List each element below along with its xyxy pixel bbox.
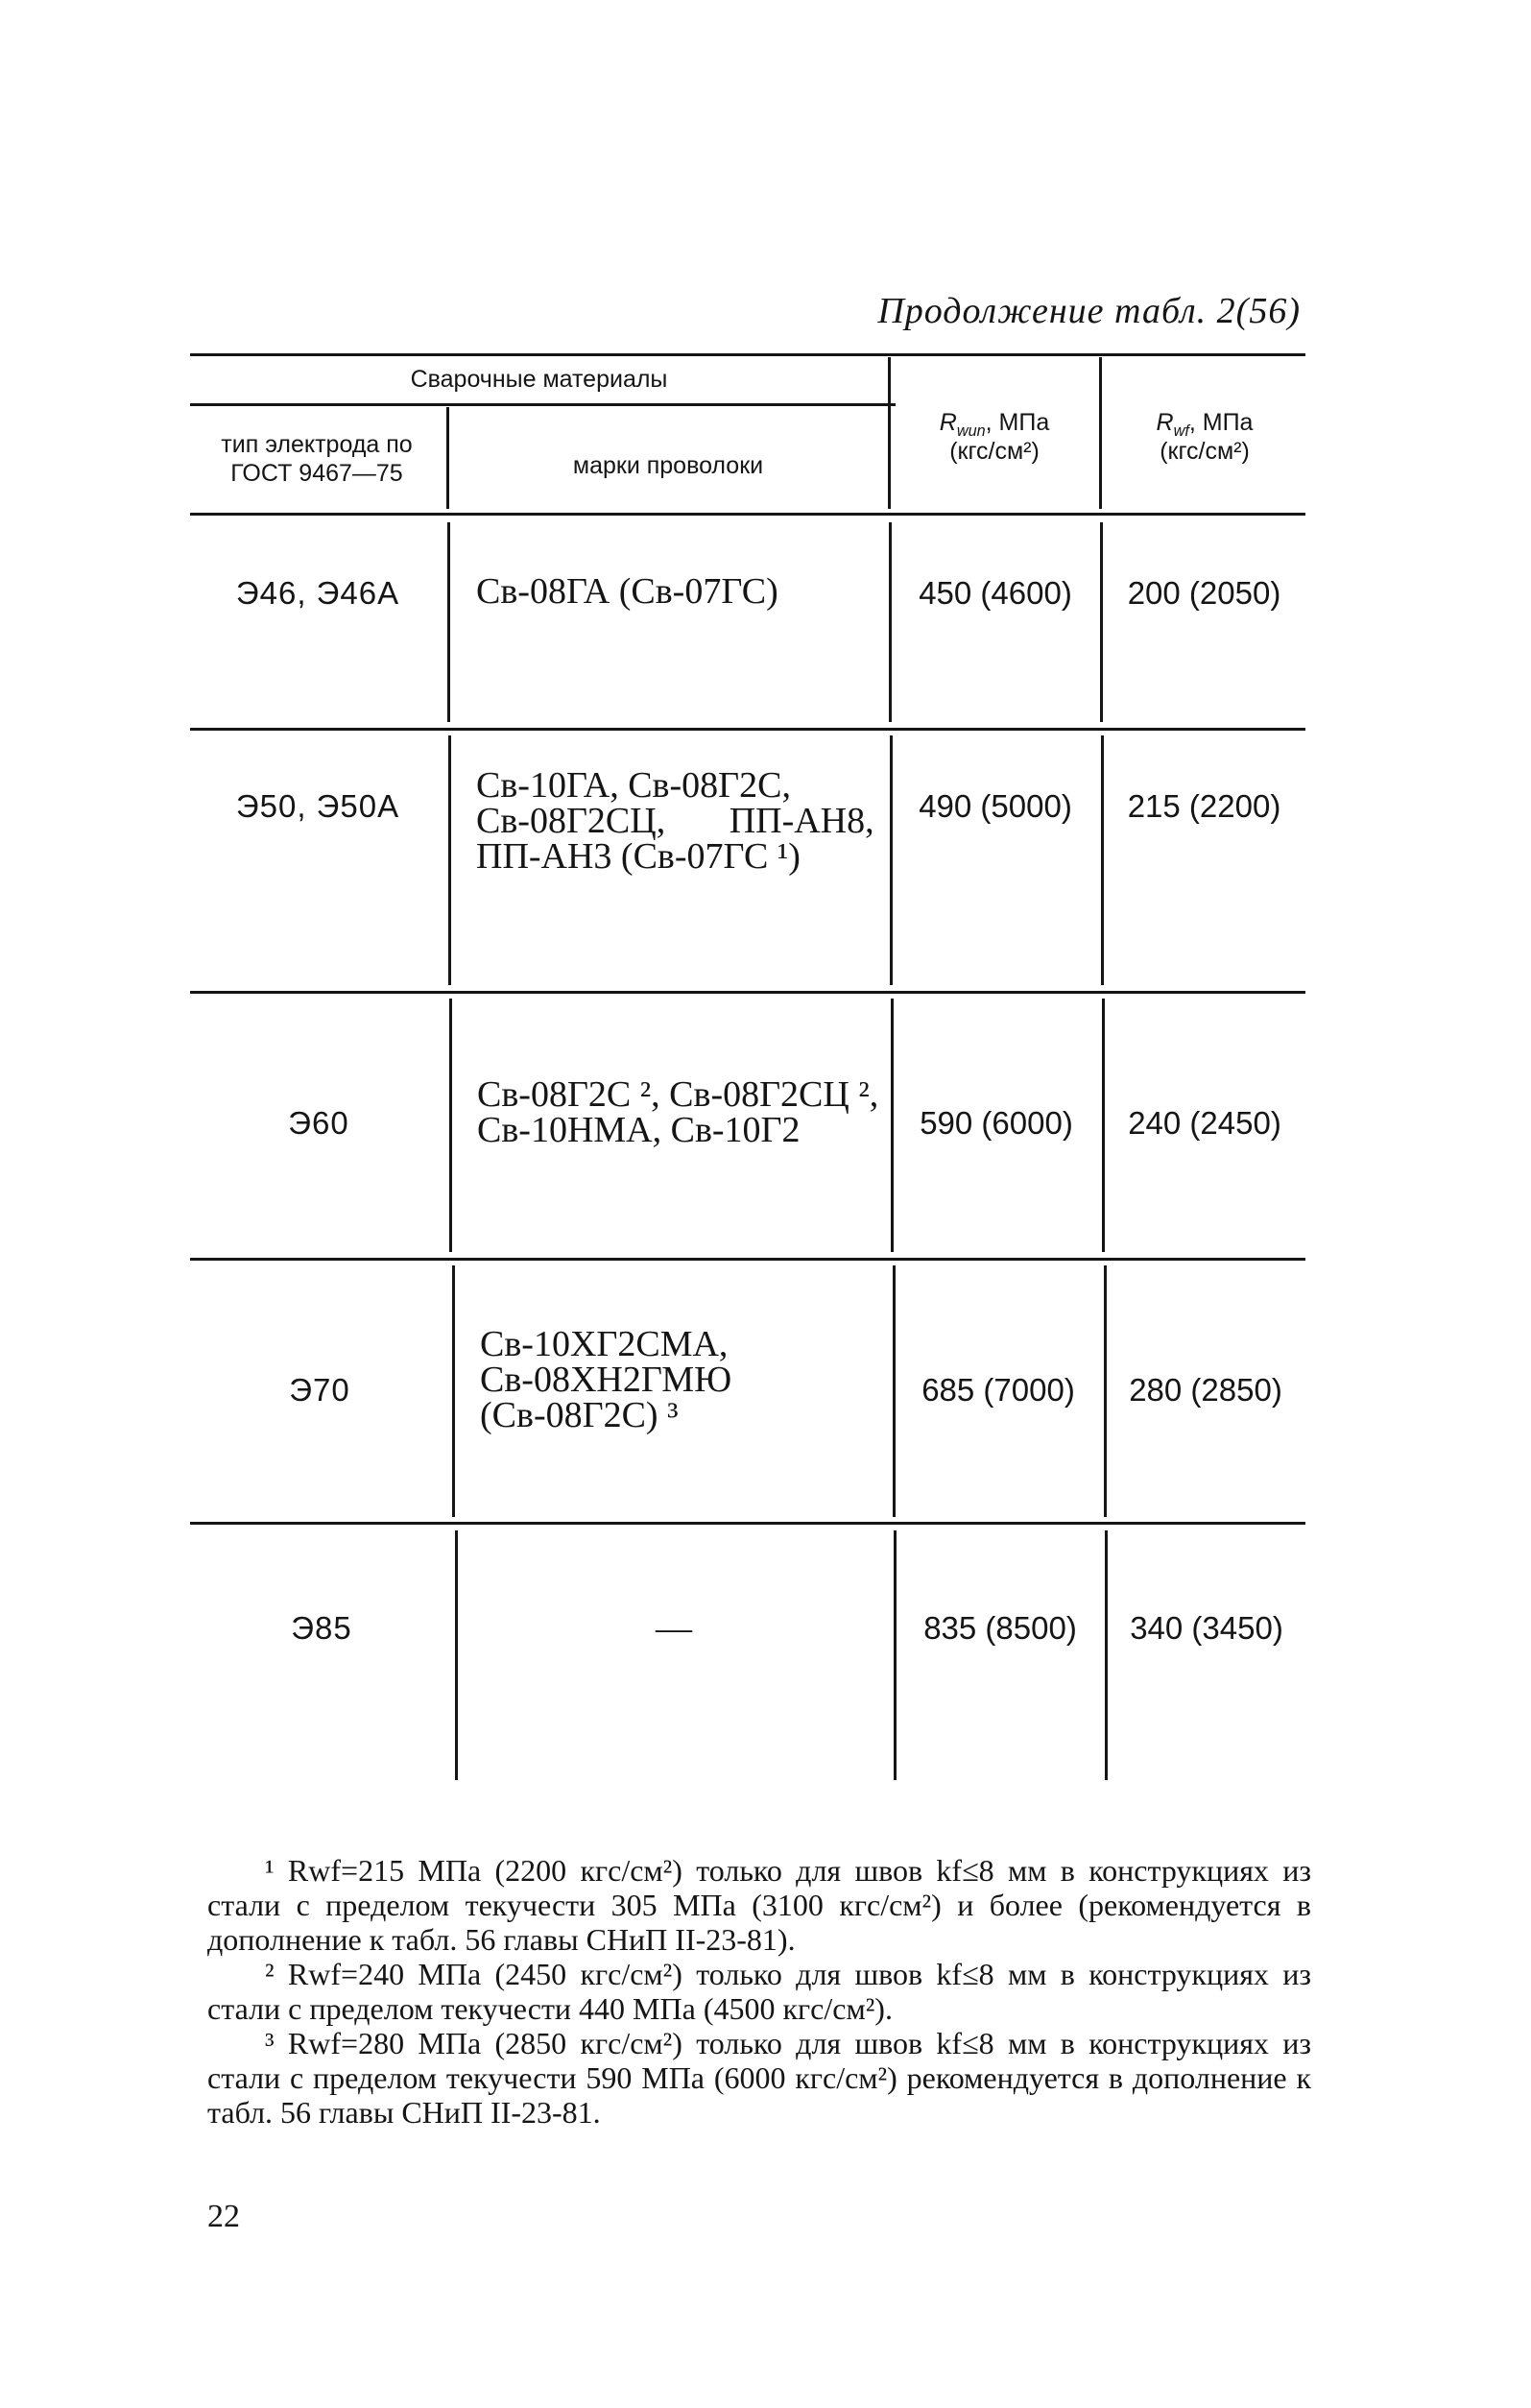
column-separator xyxy=(455,1530,458,1780)
header-rwf: $R_{wf}$, МПа (кгс/см²) xyxy=(1156,409,1254,465)
table-top-rule xyxy=(190,353,1305,356)
footnote: ¹ Rwf=215 МПа (2200 кгс/см²) только для швов kf≤8 мм в конструкциях из стали с пределом текучести 305 МПа (3100 кгс/см²) и более (рекомендуется в дополнение к табл. 56 главы СНиП II-23-81). xyxy=(207,1853,1311,1957)
footnote: ² Rwf=240 МПа (2450 кгс/см²) только для швов kf≤8 мм в конструкциях из стали с пределом текучести 440 МПа (4500 кгс/см²). xyxy=(207,1957,1311,2026)
column-separator xyxy=(1100,522,1103,722)
footnote: ³ Rwf=280 МПа (2850 кгс/см²) только для швов kf≤8 мм в конструкциях из стали с пределом текучести 590 МПа (6000 кгс/см²) рекомендуется в дополнение к табл. 56 главы СНиП II-23-81. xyxy=(207,2026,1311,2130)
table-row-rwun: 685 (7000) xyxy=(921,1372,1075,1408)
table-row-rwf: 280 (2850) xyxy=(1129,1372,1282,1408)
table-row-rwf: 240 (2450) xyxy=(1128,1105,1281,1141)
column-separator xyxy=(890,735,893,985)
header-bottom-rule xyxy=(190,513,1305,516)
table-footnotes xyxy=(207,1853,1311,2130)
column-separator xyxy=(894,1530,897,1780)
table-row-rwf: 200 (2050) xyxy=(1127,575,1281,611)
table-row-electrode: Э50, Э50А xyxy=(235,788,400,824)
table-row-electrode: Э60 xyxy=(288,1105,349,1141)
page-number: 22 xyxy=(207,2199,240,2234)
row-separator xyxy=(190,1522,1305,1525)
table-row-rwun: 450 (4600) xyxy=(919,575,1072,611)
column-separator xyxy=(1101,735,1104,985)
table-row-rwun: 490 (5000) xyxy=(919,788,1072,824)
table-row-rwf: 340 (3450) xyxy=(1130,1610,1283,1646)
table-row-electrode: Э85 xyxy=(291,1610,352,1646)
table-caption: Продолжение табл. 2(56) xyxy=(877,291,1301,331)
table-row-rwun: 590 (6000) xyxy=(920,1105,1073,1141)
table-row-rwf: 215 (2200) xyxy=(1127,788,1281,824)
row-separator xyxy=(190,991,1305,994)
table-row-wire: Св-10ГА, Св-08Г2С, Св-08Г2СЦ, ПП-АН8, ПП-АН3 (Св-07ГС ¹) xyxy=(476,765,874,877)
table-row-electrode: Э70 xyxy=(289,1372,350,1408)
column-separator xyxy=(449,999,452,1252)
group-header-rule xyxy=(190,403,896,406)
column-separator xyxy=(1099,357,1102,509)
table-row-rwun: 835 (8500) xyxy=(923,1610,1077,1646)
table-row-wire: Св-08ГА (Св-07ГС) xyxy=(476,571,778,612)
column-separator xyxy=(1105,1530,1108,1780)
header-rwun: $R_{wun}$, МПа (кгс/см²) xyxy=(939,409,1050,465)
header-electrode-type: тип электрода по ГОСТ 9467—75 xyxy=(221,431,413,487)
column-separator xyxy=(447,522,450,722)
header-welding-materials: Сварочные материалы xyxy=(410,366,668,393)
table-row-wire: — xyxy=(656,1608,692,1649)
row-separator xyxy=(190,1258,1305,1261)
table-row-wire: Св-10ХГ2СМА, Св-08ХН2ГМЮ (Св-08Г2С) ³ xyxy=(480,1324,732,1435)
row-separator xyxy=(190,728,1305,731)
table-row-wire: Св-08Г2С ², Св-08Г2СЦ ², Св-10НМА, Св-10Г2 xyxy=(477,1074,879,1150)
column-separator xyxy=(888,357,891,509)
table-row-electrode: Э46, Э46А xyxy=(235,575,400,611)
column-separator xyxy=(452,1265,455,1517)
column-separator xyxy=(448,735,451,985)
column-separator xyxy=(889,522,892,722)
header-wire-grades: марки проволоки xyxy=(572,452,764,479)
column-separator xyxy=(446,407,449,509)
